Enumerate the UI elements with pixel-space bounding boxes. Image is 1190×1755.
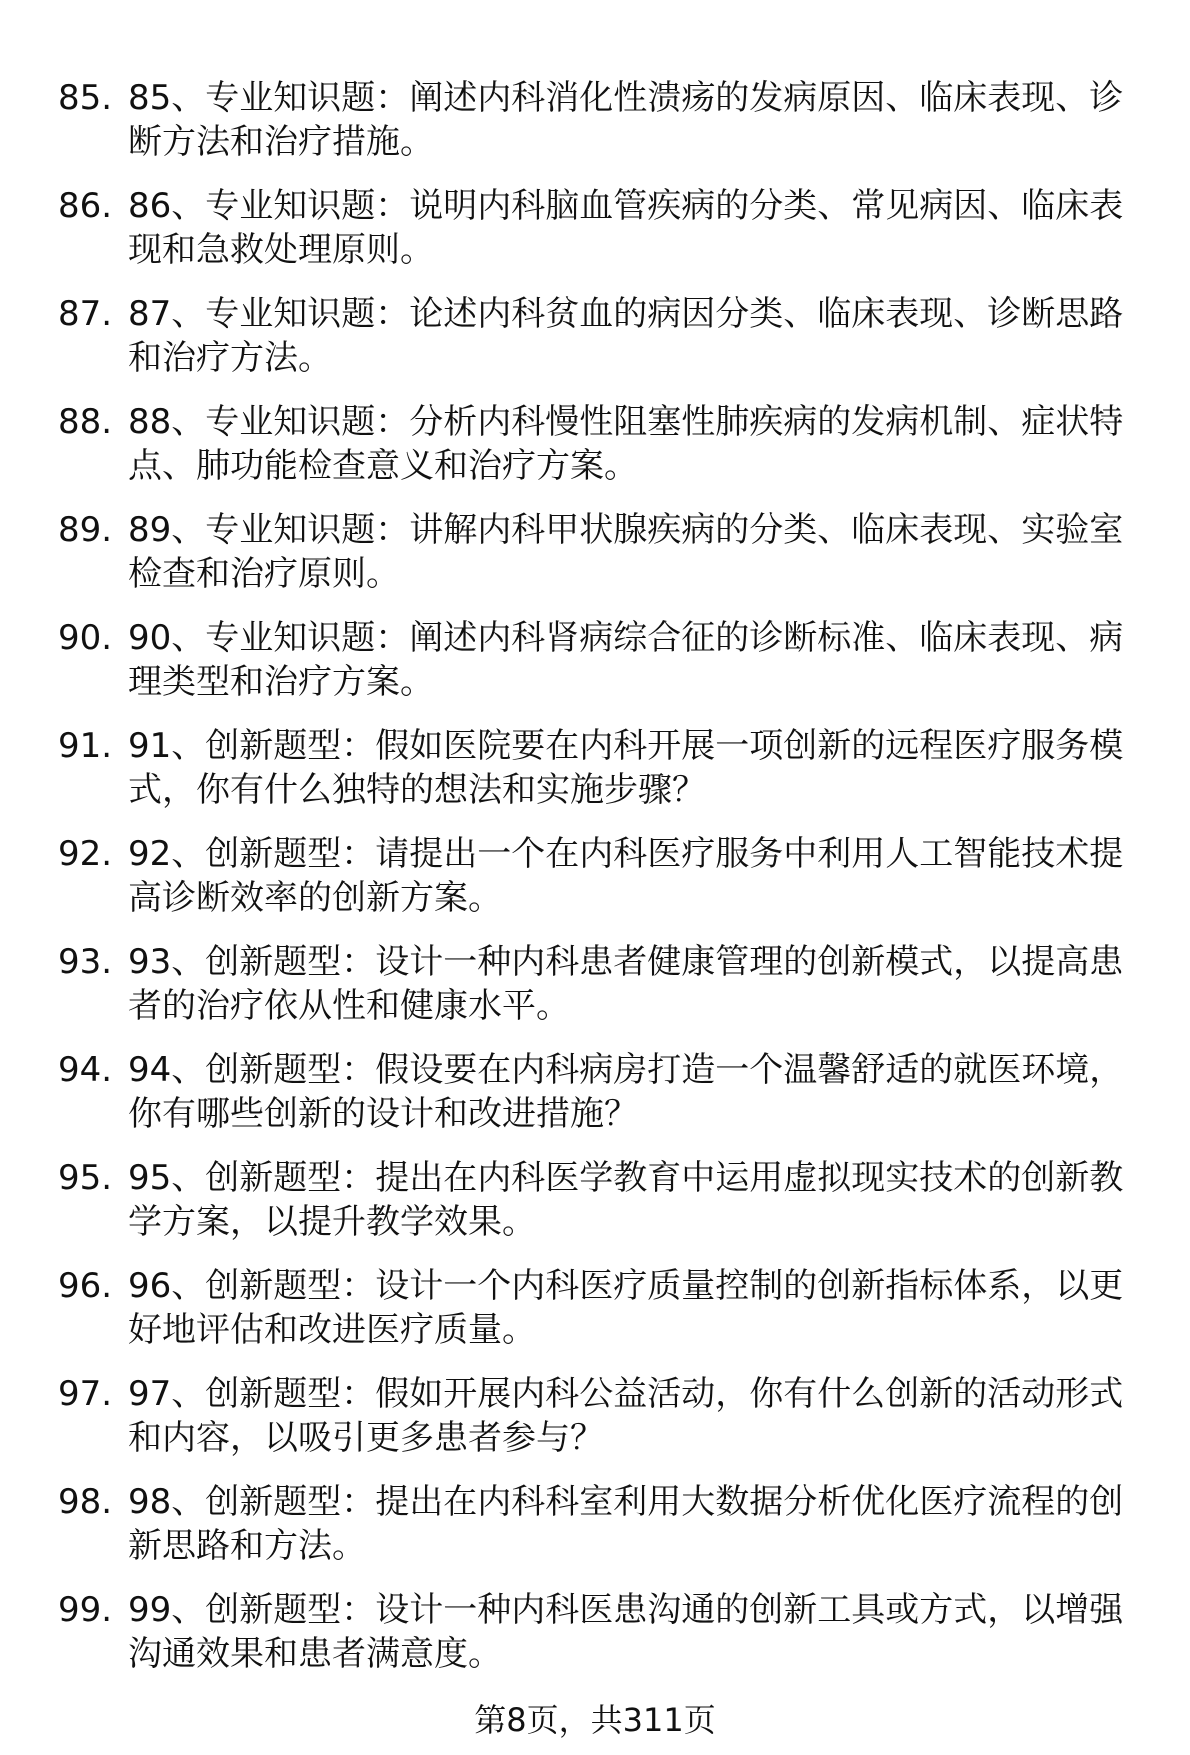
question-text: 91、创新题型：假如医院要在内科开展一项创新的远程医疗服务模式，你有什么独特的想法和实施步骤？ <box>128 726 1124 810</box>
question-number: 87. <box>58 294 113 334</box>
question-item-99 <box>58 1588 1148 1696</box>
question-text: 85、专业知识题：阐述内科消化性溃疡的发病原因、临床表现、诊断方法和治疗措施。 <box>128 78 1124 162</box>
question-number: 97. <box>58 1374 113 1414</box>
question-number: 89. <box>58 510 113 550</box>
question-text: 86、专业知识题：说明内科脑血管疾病的分类、常见病因、临床表现和急救处理原则。 <box>128 186 1124 270</box>
question-item-91 <box>58 724 1148 832</box>
page-number-label: 第8页，共311页 <box>474 1701 716 1739</box>
page-footer <box>0 1700 1190 1740</box>
question-text: 95、创新题型：提出在内科医学教育中运用虚拟现实技术的创新教学方案，以提升教学效果。 <box>128 1158 1124 1242</box>
question-item-92 <box>58 832 1148 940</box>
question-number: 91. <box>58 726 113 766</box>
question-number: 86. <box>58 186 113 226</box>
question-item-96 <box>58 1264 1148 1372</box>
question-item-90 <box>58 616 1148 724</box>
question-text: 87、专业知识题：论述内科贫血的病因分类、临床表现、诊断思路和治疗方法。 <box>128 294 1124 378</box>
question-text: 98、创新题型：提出在内科科室利用大数据分析优化医疗流程的创新思路和方法。 <box>128 1482 1124 1566</box>
question-number: 93. <box>58 942 113 982</box>
question-text: 94、创新题型：假设要在内科病房打造一个温馨舒适的就医环境，你有哪些创新的设计和改进措施？ <box>128 1050 1124 1134</box>
question-number: 96. <box>58 1266 113 1306</box>
question-item-98 <box>58 1480 1148 1588</box>
question-text: 93、创新题型：设计一种内科患者健康管理的创新模式，以提高患者的治疗依从性和健康水平。 <box>128 942 1124 1026</box>
question-number: 92. <box>58 834 113 874</box>
question-item-86 <box>58 184 1148 292</box>
question-item-93 <box>58 940 1148 1048</box>
question-text: 96、创新题型：设计一个内科医疗质量控制的创新指标体系，以更好地评估和改进医疗质量。 <box>128 1266 1124 1350</box>
question-text: 97、创新题型：假如开展内科公益活动，你有什么创新的活动形式和内容，以吸引更多患者参与？ <box>128 1374 1124 1458</box>
question-text: 99、创新题型：设计一种内科医患沟通的创新工具或方式，以增强沟通效果和患者满意度。 <box>128 1590 1124 1674</box>
question-item-97 <box>58 1372 1148 1480</box>
question-number: 98. <box>58 1482 113 1522</box>
question-number: 90. <box>58 618 113 658</box>
question-text: 92、创新题型：请提出一个在内科医疗服务中利用人工智能技术提高诊断效率的创新方案。 <box>128 834 1124 918</box>
question-number: 85. <box>58 78 113 118</box>
question-item-89 <box>58 508 1148 616</box>
question-text: 90、专业知识题：阐述内科肾病综合征的诊断标准、临床表现、病理类型和治疗方案。 <box>128 618 1124 702</box>
question-item-94 <box>58 1048 1148 1156</box>
question-list <box>58 76 1148 1696</box>
question-item-85 <box>58 76 1148 184</box>
question-item-88 <box>58 400 1148 508</box>
question-text: 88、专业知识题：分析内科慢性阻塞性肺疾病的发病机制、症状特点、肺功能检查意义和治疗方案。 <box>128 402 1124 486</box>
question-number: 94. <box>58 1050 113 1090</box>
question-item-95 <box>58 1156 1148 1264</box>
question-number: 88. <box>58 402 113 442</box>
question-number: 95. <box>58 1158 113 1198</box>
question-text: 89、专业知识题：讲解内科甲状腺疾病的分类、临床表现、实验室检查和治疗原则。 <box>128 510 1124 594</box>
question-item-87 <box>58 292 1148 400</box>
question-number: 99. <box>58 1590 113 1630</box>
